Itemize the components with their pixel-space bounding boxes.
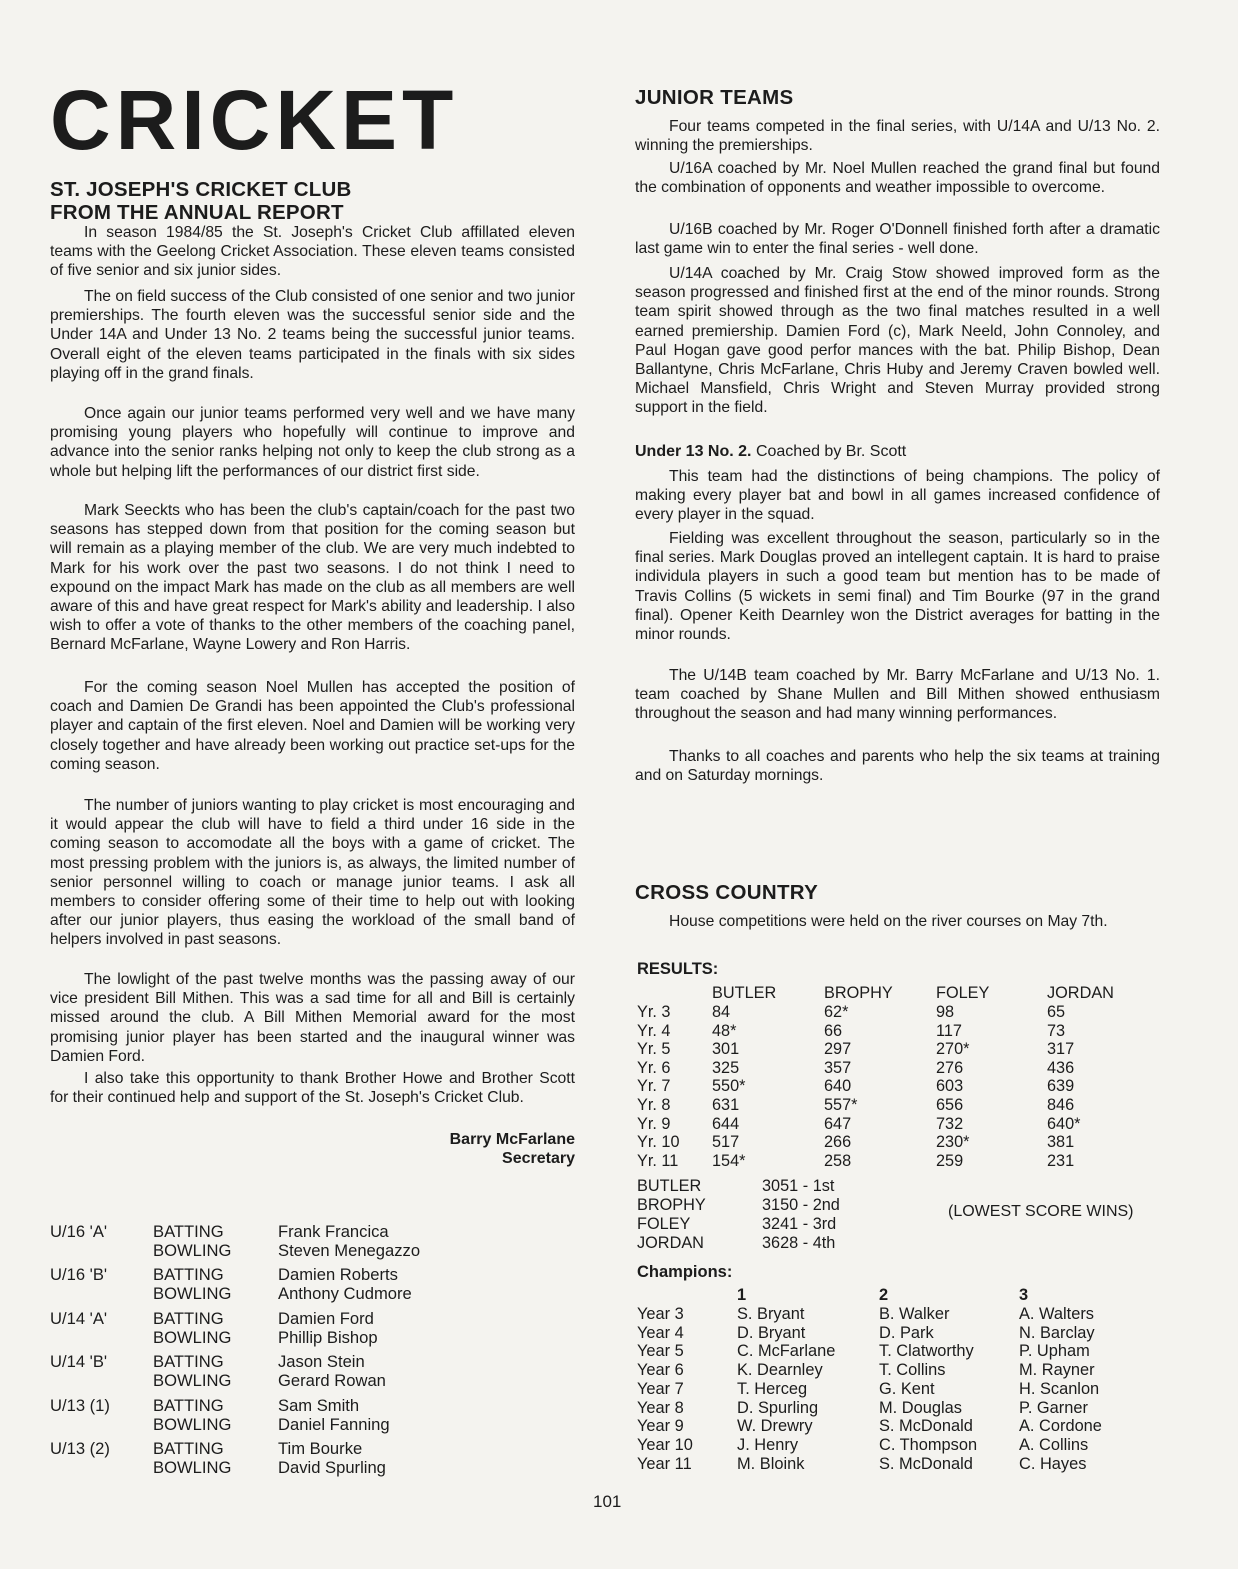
results-label: RESULTS:: [637, 960, 719, 978]
score-cell: 436: [1047, 1058, 1075, 1077]
year-label: Yr. 10: [637, 1133, 680, 1152]
champions-label: Champions:: [637, 1263, 733, 1281]
score-cell: 656: [936, 1096, 964, 1114]
award-category: BOWLING: [153, 1241, 232, 1260]
award-winner: Daniel Fanning: [278, 1414, 390, 1434]
award-winner: Jason Stein: [278, 1352, 365, 1372]
score-cell: 640: [824, 1077, 852, 1096]
report-paragraph: The lowlight of the past twelve months was the passing away of our vice president Bill Mithen. This was a sad time for all and Bill is certainly missed around the club. A Bill Mithen Memorial award for the most promising junior player has been started and the inaugural winner was Damien Ford.: [50, 971, 575, 1065]
u13-heading-line: [635, 443, 906, 461]
score-cell: 603: [936, 1077, 964, 1096]
champion-name: J. Henry: [737, 1435, 799, 1454]
house-header: BROPHY: [824, 984, 893, 1002]
score-cell: 266: [824, 1133, 852, 1152]
award-category: BATTING: [153, 1352, 224, 1372]
year-label: Year 9: [637, 1417, 684, 1436]
score-cell: 357: [824, 1058, 852, 1077]
junior-paragraph: Four teams competed in the final series, with U/14A and U/13 No. 2. winning the premierships.: [635, 118, 1160, 155]
champion-name: T. Herceg: [737, 1379, 808, 1398]
lowest-score-note: (LOWEST SCORE WINS): [948, 1203, 1134, 1220]
junior-teams-heading: JUNIOR TEAMS: [635, 86, 794, 109]
award-category: BATTING: [153, 1439, 224, 1458]
total-score: 3628 - 4th: [762, 1234, 836, 1252]
report-paragraph: Once again our junior teams performed very well and we have many promising young players who hopefully will continue to improve and advance into the senior ranks helping not only to keep the club strong as a whole but helping lift the performances of our district first side.: [50, 405, 575, 480]
score-cell: 259: [936, 1151, 964, 1170]
champion-name: C. Hayes: [1019, 1454, 1087, 1473]
cross-country-intro: House competitions were held on the river courses on May 7th.: [669, 913, 1108, 930]
house-header: FOLEY: [936, 984, 990, 1002]
award-group: U/13 (2): [50, 1439, 110, 1458]
place-header: 2: [879, 1286, 889, 1304]
u13-paragraph: Fielding was excellent throughout the season, particularly so in the final series. Mark Douglas proved an intellegent captain. It is hard to praise individula players in such a good team but mention has to be made of Travis Collins (5 wickets in semi final) and Tim Bourke (97 in the grand final). Opener Keith Dearnley won the District averages for batting in the minor rounds.: [635, 530, 1160, 644]
champion-name: P. Upham: [1019, 1342, 1090, 1361]
report-paragraph: The on field success of the Club consisted of one senior and two junior premierships. The fourth eleven was the successful senior side and the Under 14A and Under 13 No. 2 teams being the successful junior teams. Overall eight of the eleven teams participated in the finals with six sides playing off in the grand finals.: [50, 288, 575, 382]
score-cell: 297: [824, 1040, 852, 1059]
champion-name: D. Park: [879, 1323, 934, 1342]
champion-name: A. Cordone: [1019, 1417, 1102, 1436]
year-label: Yr. 8: [637, 1096, 671, 1114]
award-winner: Phillip Bishop: [278, 1327, 378, 1347]
report-paragraph: For the coming season Noel Mullen has accepted the position of coach and Damien De Grandi has been appointed the Club's professional player and captain of the first eleven. Noel and Damien will be working very closely together and have already been working out practice set-ups for the coming season.: [50, 679, 575, 773]
score-cell: 231: [1047, 1151, 1075, 1170]
award-category: BOWLING: [153, 1284, 232, 1304]
total-house: JORDAN: [637, 1234, 704, 1252]
award-category: BOWLING: [153, 1414, 232, 1434]
score-cell: 258: [824, 1151, 852, 1170]
award-category: BOWLING: [153, 1327, 232, 1347]
signature-title: Secretary: [502, 1150, 575, 1167]
award-winner: Damien Ford: [278, 1308, 374, 1328]
award-winner: Tim Bourke: [278, 1439, 363, 1458]
year-label: Yr. 6: [637, 1058, 671, 1077]
champion-name: A. Walters: [1019, 1305, 1094, 1323]
award-winner: David Spurling: [278, 1458, 386, 1477]
score-cell: 276: [936, 1058, 964, 1077]
champion-name: M. Bloink: [737, 1454, 805, 1473]
champion-name: D. Spurling: [737, 1398, 819, 1417]
score-cell: 301: [712, 1040, 740, 1059]
year-label: Yr. 5: [637, 1040, 671, 1059]
cross-country-heading: CROSS COUNTRY: [635, 881, 819, 904]
award-category: BATTING: [153, 1222, 224, 1241]
champion-name: N. Barclay: [1019, 1323, 1095, 1342]
club-subheading: ST. JOSEPH'S CRICKET CLUB: [50, 178, 352, 201]
junior-paragraph: U/14A coached by Mr. Craig Stow showed improved form as the season progressed and finished first at the end of the minor rounds. Strong team spirit showed through as the two final matches resulted in a well earned premiership. Damien Ford (c), Mark Neeld, John Connoley, and Paul Hogan gave good perfor mances with the bat. Philip Bishop, Dean Ballantyne, Chris McFarlane, Chris Huby and Jeremy Craven bowled well. Michael Mansfield, Chris Wright and Steven Murray provided strong support in the field.: [635, 265, 1160, 417]
score-cell: 644: [712, 1114, 740, 1133]
place-header: 1: [737, 1286, 747, 1304]
year-label: Year 11: [637, 1454, 692, 1473]
score-cell: 48*: [712, 1021, 737, 1040]
champion-name: C. McFarlane: [737, 1342, 836, 1361]
award-winner: Damien Roberts: [278, 1265, 398, 1285]
champion-name: M. Douglas: [879, 1398, 962, 1417]
u13-paragraph: This team had the distinctions of being champions. The policy of making every player bat and bowl in all games increased confidence of every player in the squad.: [635, 468, 1160, 524]
award-category: BOWLING: [153, 1458, 232, 1477]
award-category: BATTING: [153, 1395, 224, 1415]
total-house: FOLEY: [637, 1215, 691, 1233]
award-category: BATTING: [153, 1265, 224, 1285]
award-group: U/14 'B': [50, 1352, 108, 1372]
champion-name: K. Dearnley: [737, 1361, 823, 1380]
report-subheading: FROM THE ANNUAL REPORT: [50, 201, 344, 224]
champion-name: T. Collins: [879, 1361, 946, 1380]
champion-name: D. Bryant: [737, 1323, 806, 1342]
award-category: BOWLING: [153, 1371, 232, 1391]
score-cell: 640*: [1047, 1114, 1081, 1133]
year-label: Year 5: [637, 1342, 684, 1361]
score-cell: 66: [824, 1021, 843, 1040]
year-label: Year 8: [637, 1398, 684, 1417]
score-cell: 557*: [824, 1096, 858, 1114]
total-house: BROPHY: [637, 1196, 706, 1214]
total-score: 3150 - 2nd: [762, 1196, 840, 1214]
u13-coach: Coached by Br. Scott: [755, 443, 907, 460]
score-cell: 84: [712, 1003, 731, 1021]
year-label: Yr. 7: [637, 1077, 671, 1096]
score-cell: 647: [824, 1114, 852, 1133]
score-cell: 381: [1047, 1133, 1075, 1152]
junior-paragraph: U/16A coached by Mr. Noel Mullen reached the grand final but found the combination of opponents and weather impossible to overcome.: [635, 160, 1160, 197]
champion-name: H. Scanlon: [1019, 1379, 1100, 1398]
champion-name: S. McDonald: [879, 1454, 973, 1473]
champion-name: W. Drewry: [737, 1417, 813, 1436]
score-cell: 317: [1047, 1040, 1075, 1059]
page-title: CRICKET: [50, 73, 459, 167]
score-cell: 65: [1047, 1003, 1066, 1021]
champion-name: A. Collins: [1019, 1435, 1089, 1454]
report-paragraph: I also take this opportunity to thank Brother Howe and Brother Scott for their continued help and support of the St. Joseph's Cricket Club.: [50, 1070, 575, 1107]
champion-name: S. McDonald: [879, 1417, 973, 1436]
champion-name: T. Clatworthy: [879, 1342, 974, 1361]
year-label: Yr. 3: [637, 1003, 671, 1021]
award-winner: Gerard Rowan: [278, 1371, 386, 1391]
place-header: 3: [1019, 1286, 1029, 1304]
score-cell: 631: [712, 1096, 740, 1114]
score-cell: 846: [1047, 1096, 1075, 1114]
year-label: Year 10: [637, 1435, 693, 1454]
total-score: 3241 - 3rd: [762, 1215, 837, 1233]
award-group: U/16 'A': [50, 1222, 108, 1241]
score-cell: 117: [936, 1021, 962, 1040]
award-group: U/16 'B': [50, 1265, 108, 1285]
year-label: Year 3: [637, 1305, 684, 1323]
total-house: BUTLER: [637, 1177, 702, 1195]
champion-name: B. Walker: [879, 1305, 950, 1323]
score-cell: 230*: [936, 1133, 970, 1152]
u13-heading: Under 13 No. 2.: [635, 443, 752, 460]
report-paragraph: Mark Seeckts who has been the club's captain/coach for the past two seasons has stepped down from that position for the coming season but will remain as a playing member of the club. We are very much indebted to Mark for his work over the past two seasons. I do not think I need to expound on the impact Mark has made on the club as all members are well aware of this and have great respect for Mark's ability and leadership. I also wish to offer a vote of thanks to the other members of the coaching panel, Bernard McFarlane, Wayne Lowery and Ron Harris.: [50, 502, 575, 654]
award-group: U/14 'A': [50, 1308, 108, 1328]
score-cell: 732: [936, 1114, 964, 1133]
report-paragraph: In season 1984/85 the St. Joseph's Cricket Club affillated eleven teams with the Geelong Cricket Association. These eleven teams consisted of five senior and six junior sides.: [50, 224, 575, 280]
score-cell: 639: [1047, 1077, 1075, 1096]
champion-name: G. Kent: [879, 1379, 935, 1398]
award-group: U/13 (1): [50, 1395, 110, 1415]
total-score: 3051 - 1st: [762, 1177, 835, 1195]
report-paragraph: The number of juniors wanting to play cricket is most encouraging and it would appear the club will have to field a third under 16 side in the coming season to accomodate all the boys with a game of cricket. The most pressing problem with the juniors is, as always, the limited number of senior personnel willing to coach or manage junior teams. I ask all members to consider offering some of their time to help out with looking after our junior players, thus easing the workload of the small band of helpers involved in past seasons.: [50, 797, 575, 949]
score-cell: 62*: [824, 1003, 849, 1021]
score-cell: 154*: [712, 1151, 746, 1170]
score-cell: 550*: [712, 1077, 746, 1096]
year-label: Yr. 11: [637, 1151, 679, 1170]
award-winner: Steven Menegazzo: [278, 1241, 421, 1260]
award-category: BATTING: [153, 1308, 224, 1328]
champion-name: C. Thompson: [879, 1435, 978, 1454]
champion-name: P. Garner: [1019, 1398, 1088, 1417]
score-cell: 325: [712, 1058, 740, 1077]
house-header: BUTLER: [712, 984, 777, 1002]
year-label: Yr. 4: [637, 1021, 671, 1040]
signature-block: [450, 1130, 575, 1168]
signature-name: Barry McFarlane: [449, 1131, 575, 1148]
year-label: Year 6: [637, 1361, 684, 1380]
award-winner: Anthony Cudmore: [278, 1284, 412, 1304]
score-cell: 270*: [936, 1040, 970, 1059]
award-winner: Sam Smith: [278, 1395, 360, 1415]
u13-paragraph: Thanks to all coaches and parents who help the six teams at training and on Saturday mornings.: [635, 748, 1160, 785]
score-cell: 98: [936, 1003, 955, 1021]
award-winner: Frank Francica: [278, 1222, 389, 1241]
junior-paragraph: U/16B coached by Mr. Roger O'Donnell finished forth after a dramatic last game win to enter the final series - well done.: [635, 221, 1160, 258]
u13-paragraph: The U/14B team coached by Mr. Barry McFarlane and U/13 No. 1. team coached by Shane Mullen and Bill Mithen showed enthusiasm throughout the season and had many winning performances.: [635, 667, 1160, 723]
champion-name: S. Bryant: [737, 1305, 805, 1323]
champion-name: M. Rayner: [1019, 1361, 1095, 1380]
score-cell: 517: [712, 1133, 740, 1152]
year-label: Year 4: [637, 1323, 684, 1342]
score-cell: 73: [1047, 1021, 1066, 1040]
house-header: JORDAN: [1047, 984, 1114, 1002]
page-number: 101: [593, 1492, 622, 1511]
year-label: Yr. 9: [637, 1114, 671, 1133]
year-label: Year 7: [637, 1379, 684, 1398]
